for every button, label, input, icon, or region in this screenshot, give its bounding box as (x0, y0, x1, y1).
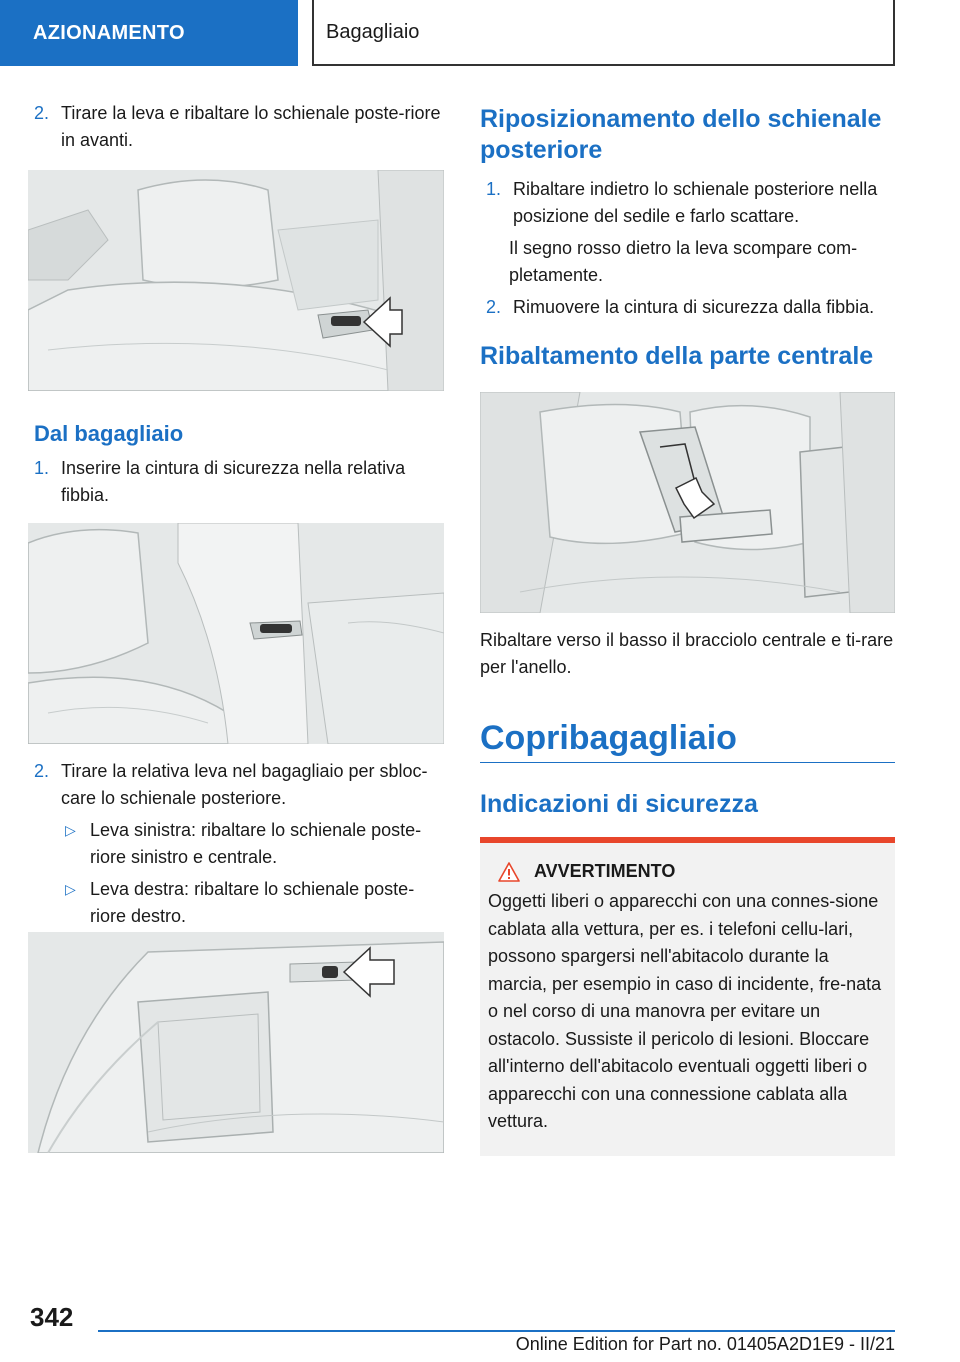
step-1-buckle (28, 455, 444, 509)
warning-box (480, 837, 895, 1156)
right-column (480, 100, 895, 1156)
warning-title: AVVERTIMENTO (534, 861, 676, 881)
armrest-illustration (480, 392, 895, 613)
footer-rule (98, 1330, 895, 1332)
chapter-tab (312, 0, 895, 66)
bullet-left-lever (61, 817, 444, 871)
chapter-title: Bagagliaio (326, 20, 420, 43)
step-2-trunk-lever (28, 758, 444, 812)
warning-triangle-icon (498, 862, 520, 882)
bullet-marker-icon: ▷ (65, 822, 76, 838)
step-1-fold-back (480, 176, 895, 230)
bullet-text: Leva sinistra: ribaltare lo schienale poste-riore sinistro e centrale. (90, 820, 422, 867)
armrest-caption: Ribaltare verso il basso il bracciolo centrale e ti-rare per l'anello. (480, 630, 894, 677)
footer-edition: Online Edition for Part no. 01405A2D1E9 - II/21 (515, 1334, 895, 1354)
step-number: 1. (34, 458, 50, 478)
trunk-side-illustration (28, 932, 444, 1153)
step-number: 2. (34, 761, 50, 781)
figure-trunk-lever (28, 523, 444, 744)
step-text: Rimuovere la cintura di sicurezza dalla fibbia. (513, 297, 875, 317)
step-2-remove-belt (480, 294, 895, 321)
heading-riposizionamento: Riposizionamento dello schienale posteriore (480, 105, 882, 164)
step-text: Tirare la leva e ribaltare lo schienale poste-riore in avanti. (61, 103, 441, 150)
seat-lever-illustration (28, 170, 444, 391)
left-column (28, 100, 444, 930)
heading-dal-bagagliaio: Dal bagagliaio (34, 421, 184, 446)
step-text: Inserire la cintura di sicurezza nella relativa fibbia. (61, 458, 406, 505)
trunk-lever-illustration (28, 523, 444, 744)
step-2-lever (28, 100, 444, 154)
step-number: 2. (34, 103, 50, 123)
warning-body: Oggetti liberi o apparecchi con una connes-sione cablata alla vettura, per es. i telefoni cellu-lari, possono spargersi nell'abitacolo durante la marcia, per esempio in caso di incidente, fre-nata o nel corso di una manovra per evitare un ostacolo. Sussiste il pericolo di lesioni. Bloccare all'interno dell'abitacolo eventuali oggetti liberi o apparecchi con una connessione cablata alla vettura. (488, 891, 882, 1131)
red-mark-note: Il segno rosso dietro la leva scompare com-pletamente. (509, 238, 858, 285)
figure-trunk-side-lever (28, 932, 444, 1153)
bullet-marker-icon: ▷ (65, 881, 76, 897)
heading-copribagagliaio-block (480, 719, 895, 763)
heading-ribaltamento: Ribaltamento della parte centrale (480, 342, 874, 370)
heading-copribagagliaio: Copribagagliaio (480, 719, 737, 757)
step-text: Ribaltare indietro lo schienale posteriore nella posizione del sedile e farlo scattare. (513, 179, 878, 226)
page-number: 342 (30, 1302, 74, 1332)
figure-rear-seat-lever (28, 170, 444, 391)
section-tab (0, 0, 298, 66)
warning-title-row (488, 861, 887, 882)
step-number: 2. (486, 297, 502, 317)
heading-indicazioni-sicurezza: Indicazioni di sicurezza (480, 790, 758, 818)
figure-armrest (480, 392, 895, 613)
bullet-text: Leva destra: ribaltare lo schienale poste-riore destro. (90, 879, 415, 926)
step-text: Tirare la relativa leva nel bagagliaio per sbloc-care lo schienale posteriore. (61, 761, 428, 808)
section-title: AZIONAMENTO (33, 21, 185, 44)
bullet-right-lever (61, 876, 444, 930)
step-number: 1. (486, 179, 502, 199)
